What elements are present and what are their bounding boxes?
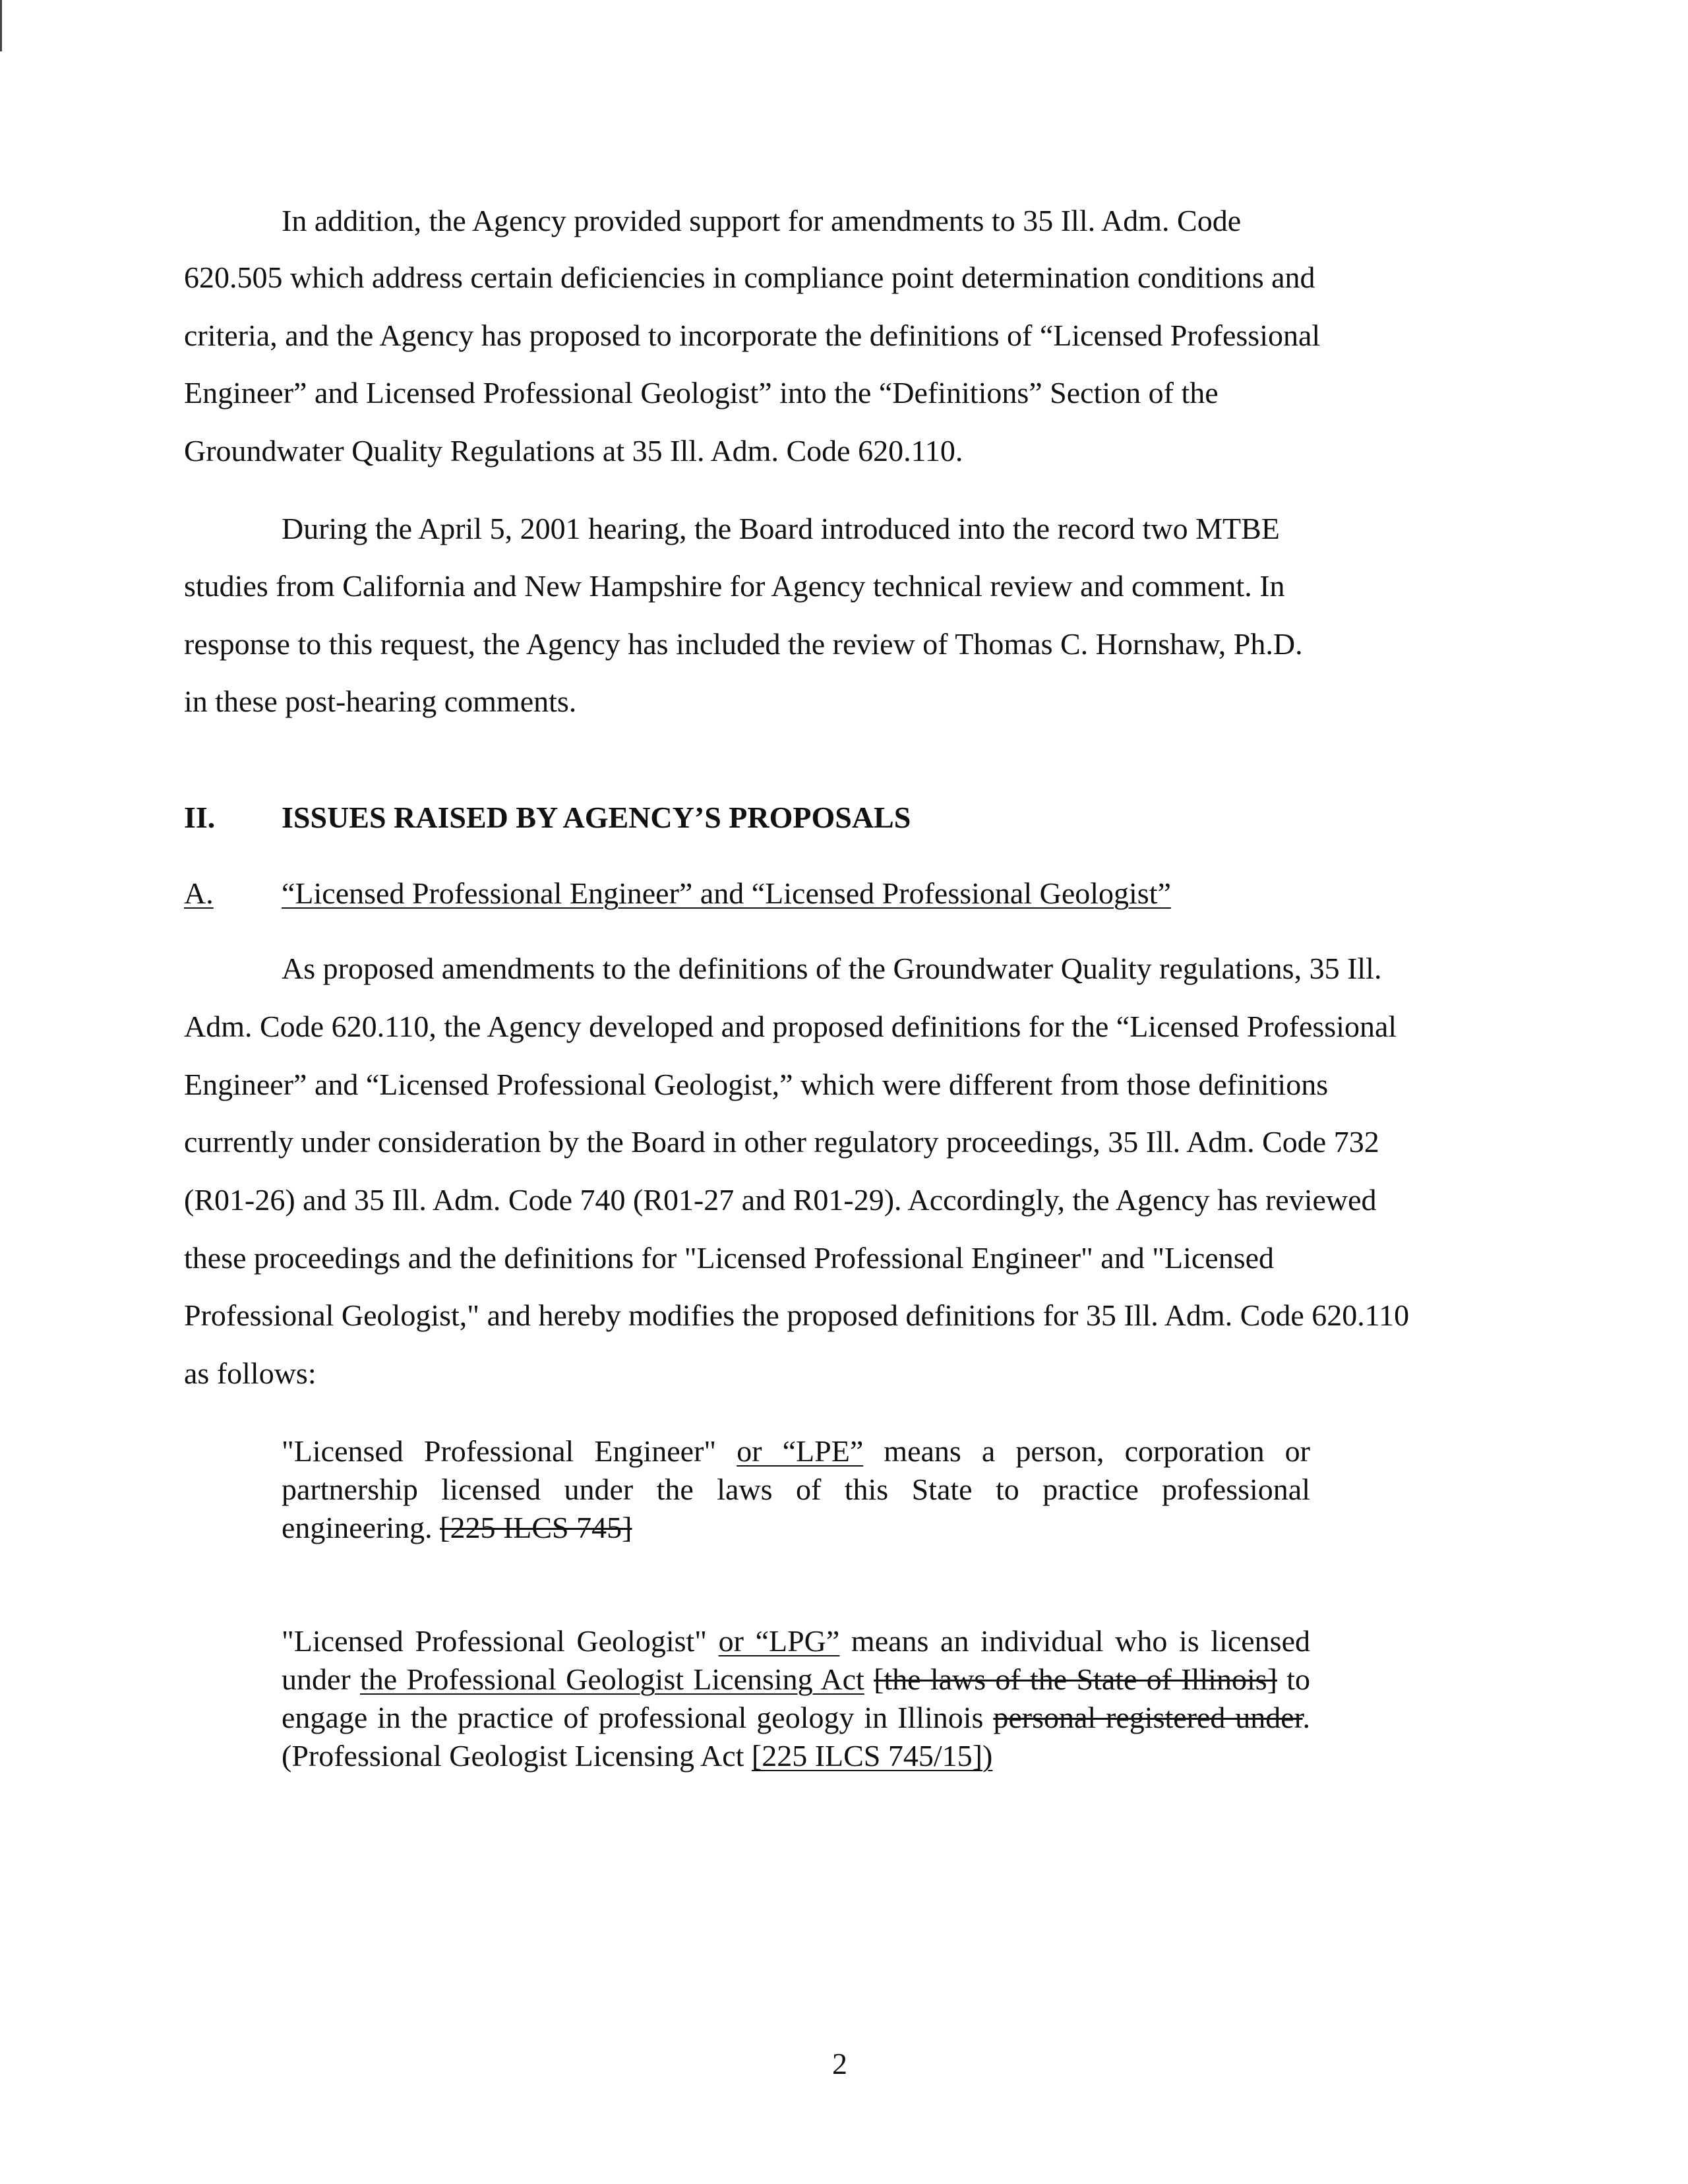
lpg-struck-registered: personal registered under	[993, 1701, 1303, 1734]
lpe-term: "Licensed Professional Engineer"	[282, 1434, 737, 1468]
subsection-title: “Licensed Professional Engineer” and “Licensed Professional Geologist”	[282, 876, 1171, 910]
proposal-line-5: (R01-26) and 35 Ill. Adm. Code 740 (R01-27 and R01-29). Accordingly, the Agency has reviewed	[184, 1183, 1377, 1217]
lpg-inserted-abbrev: or “LPG”	[718, 1624, 840, 1658]
lpg-definition	[282, 1622, 1310, 1775]
lpe-definition	[282, 1432, 1310, 1547]
intro-line-4: Engineer” and Licensed Professional Geologist” into the “Definitions” Section of the	[184, 376, 1219, 410]
hearing-line-3: response to this request, the Agency has included the review of Thomas C. Hornshaw, Ph.D.	[184, 627, 1303, 661]
intro-line-1: In addition, the Agency provided support for amendments to 35 Ill. Adm. Code	[282, 204, 1242, 237]
section-number: II.	[184, 801, 216, 834]
lpe-body: means a person, corporation or partnership licensed under the laws of this State to practice professional engineering.	[282, 1434, 1310, 1544]
lpg-struck-laws: [the laws of the State of Illinois]	[874, 1662, 1277, 1696]
proposal-line-7: Professional Geologist," and hereby modifies the proposed definitions for 35 Ill. Adm. Code 620.110	[184, 1298, 1410, 1332]
proposal-line-8: as follows:	[184, 1356, 316, 1390]
hearing-line-4: in these post-hearing comments.	[184, 684, 577, 718]
lpg-space	[864, 1662, 874, 1696]
lpg-inserted-act: the Professional Geologist Licensing Act	[360, 1662, 864, 1696]
proposal-line-1: As proposed amendments to the definitions of the Groundwater Quality regulations, 35 Ill.	[282, 952, 1382, 985]
proposal-line-3: Engineer” and “Licensed Professional Geologist,” which were different from those definitions	[184, 1068, 1329, 1101]
lpg-definition-text	[282, 1622, 1310, 1775]
lpg-body-2: to engage in the practice of professional geology in Illinois	[282, 1662, 1310, 1734]
intro-line-2: 620.505 which address certain deficiencies in compliance point determination conditions and	[184, 260, 1315, 294]
lpe-inserted-abbrev: or “LPE”	[737, 1434, 864, 1468]
scan-edge-mark	[0, 0, 2, 51]
lpg-body-3: . (Professional Geologist Licensing Act	[282, 1701, 1311, 1773]
section-title: ISSUES RAISED BY AGENCY’S PROPOSALS	[282, 801, 911, 834]
page-number: 2	[832, 2047, 847, 2080]
intro-line-5: Groundwater Quality Regulations at 35 Ill. Adm. Code 620.110.	[184, 434, 963, 468]
intro-line-3: criteria, and the Agency has proposed to incorporate the definitions of “Licensed Professional	[184, 318, 1321, 352]
hearing-line-1: During the April 5, 2001 hearing, the Board introduced into the record two MTBE	[282, 512, 1280, 545]
hearing-line-2: studies from California and New Hampshire for Agency technical review and comment. In	[184, 569, 1285, 603]
lpg-body-1: means an individual who is licensed under	[282, 1624, 1310, 1696]
proposal-line-6: these proceedings and the definitions for "Licensed Professional Engineer" and "Licensed	[184, 1241, 1275, 1275]
proposal-line-4: currently under consideration by the Board in other regulatory proceedings, 35 Ill. Adm. Code 732	[184, 1125, 1379, 1159]
proposal-line-2: Adm. Code 620.110, the Agency developed and proposed definitions for the “Licensed Professional	[184, 1010, 1397, 1043]
lpe-struck-citation: [225 ILCS 745]	[440, 1511, 632, 1544]
lpg-term: "Licensed Professional Geologist"	[282, 1624, 719, 1658]
lpe-definition-text	[282, 1432, 1310, 1547]
lpg-inserted-citation: [225 ILCS 745/15])	[751, 1739, 993, 1773]
subsection-letter: A.	[184, 876, 214, 910]
